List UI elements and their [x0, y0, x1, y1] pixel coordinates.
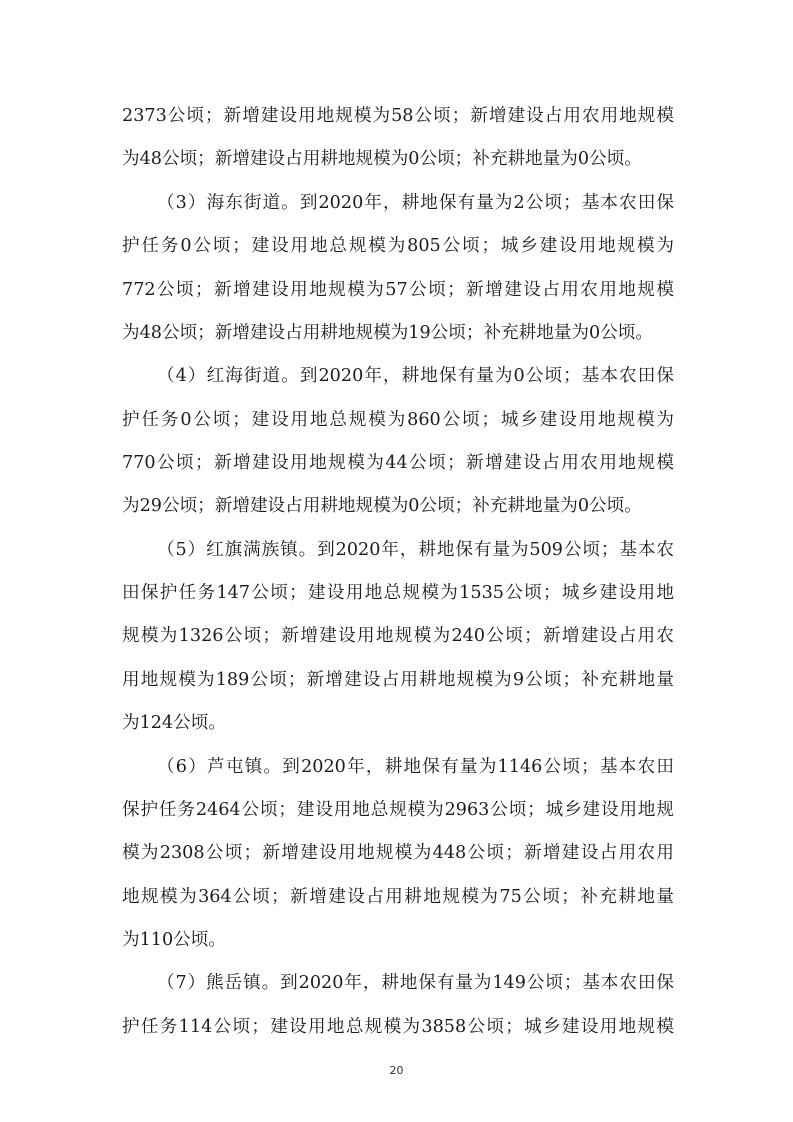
text-line: 模为2308公顷；新增建设用地规模为448公顷；新增建设占用农用	[122, 843, 674, 863]
text-line: 2373公顷；新增建设用地规模为58公顷；新增建设占用农用地规模	[122, 106, 674, 126]
text-line: 为48公顷；新增建设占用耕地规模为0公顷；补充耕地量为0公顷。	[122, 149, 642, 169]
text-line: 地规模为364公顷；新增建设占用耕地规模为75公顷；补充耕地量	[122, 887, 674, 907]
section-heading-line: （6）芦屯镇。到2020年，耕地保有量为1146公顷；基本农田	[157, 757, 674, 777]
text-line: 护任务0公顷；建设用地总规模为860公顷；城乡建设用地规模为	[122, 410, 674, 430]
text-line: 770公顷；新增建设用地规模为44公顷；新增建设占用农用地规模	[122, 453, 674, 473]
text-line: 为29公顷；新增建设占用耕地规模为0公顷；补充耕地量为0公顷。	[122, 496, 642, 516]
text-line: 规模为1326公顷；新增建设用地规模为240公顷；新增建设占用农	[122, 626, 674, 646]
text-line: 田保护任务147公顷；建设用地总规模为1535公顷；城乡建设用地	[122, 583, 674, 603]
text-line: 用地规模为189公顷；新增建设占用耕地规模为9公顷；补充耕地量	[122, 670, 674, 690]
section-heading-line: （4）红海街道。到2020年，耕地保有量为0公顷；基本农田保	[157, 366, 674, 386]
text-line: 保护任务2464公顷；建设用地总规模为2963公顷；城乡建设用地规	[122, 800, 674, 820]
section-heading-line: （5）红旗满族镇。到2020年，耕地保有量为509公顷；基本农	[157, 540, 674, 560]
text-line: 为110公顷。	[122, 930, 226, 950]
section-heading-line: （3）海东街道。到2020年，耕地保有量为2公顷；基本农田保	[157, 193, 674, 213]
text-line: 为48公顷；新增建设占用耕地规模为19公顷；补充耕地量为0公顷。	[122, 323, 654, 343]
text-line: 为124公顷。	[122, 713, 226, 733]
section-heading-line: （7）熊岳镇。到2020年，耕地保有量为149公顷；基本农田保	[157, 973, 674, 993]
page-number: 20	[389, 1064, 404, 1077]
text-line: 772公顷；新增建设用地规模为57公顷；新增建设占用农用地规模	[122, 280, 674, 300]
text-line: 护任务114公顷；建设用地总规模为3858公顷；城乡建设用地规模	[122, 1017, 674, 1037]
text-line: 护任务0公顷；建设用地总规模为805公顷；城乡建设用地规模为	[122, 236, 674, 256]
